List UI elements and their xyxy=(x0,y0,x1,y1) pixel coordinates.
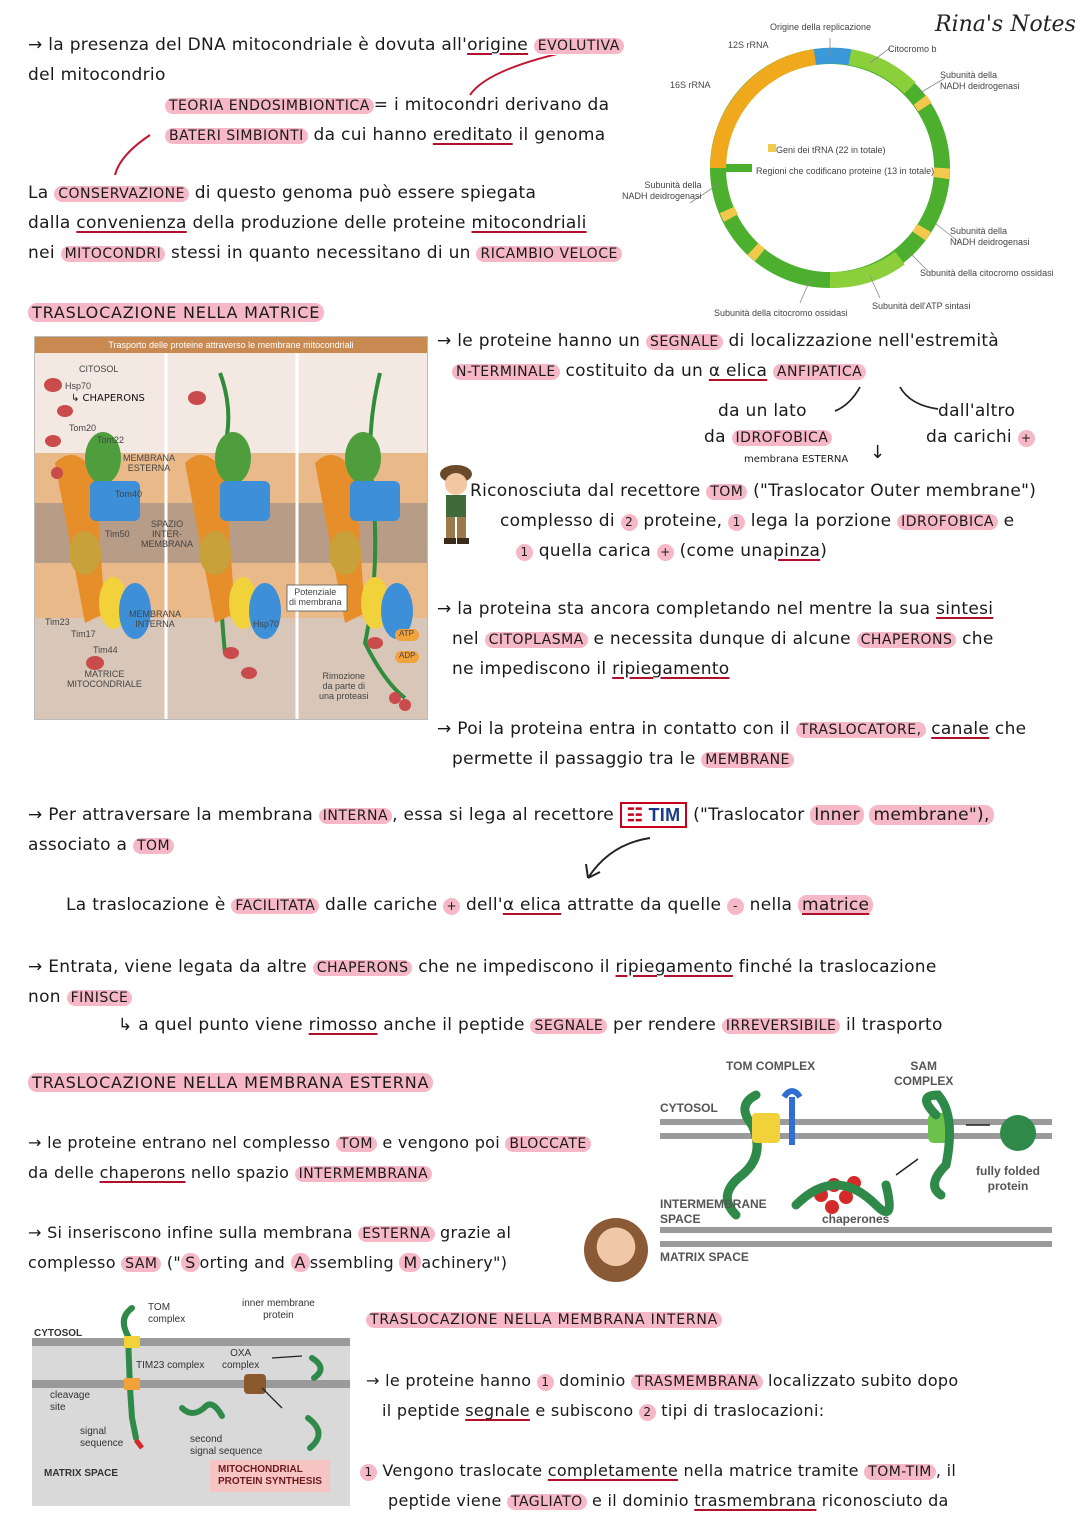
term-cytoplasm: CITOPLASMA xyxy=(485,632,588,648)
sam-complex-figure xyxy=(656,1055,1056,1270)
label-cytosol: CYTOSOL xyxy=(660,1101,718,1115)
sec2-text: La traslocazione è xyxy=(66,895,226,915)
label-membrane-potential: Potenziale di membrana xyxy=(289,587,342,607)
term-membrane-en: membrane"), xyxy=(869,805,993,825)
label-nadh-subunit-right: Subunità della NADH deidrogenasi xyxy=(950,226,1030,247)
label-protease-removal: Rimozione da parte di una proteasi xyxy=(319,671,369,701)
initial-m: M xyxy=(399,1253,421,1272)
sec1-line-7 xyxy=(452,624,994,655)
sec1-text: ("Traslocator Outer membrane") xyxy=(753,481,1037,501)
sec4-text: il peptide xyxy=(382,1401,460,1420)
sec1-text: e necessita dunque di alcune xyxy=(593,629,851,649)
intro-line-2: del mitocondrio xyxy=(28,65,166,85)
label-12s-rrna: 12S rRNA xyxy=(728,40,769,50)
term-facilitated: FACILITATA xyxy=(231,898,319,914)
sec1-text: da carichi xyxy=(926,427,1012,447)
sec2-line-5 xyxy=(28,982,132,1013)
term-transmembrane: TRASMEMBRANA xyxy=(631,1374,763,1390)
sec2-text: nella xyxy=(749,895,793,915)
sec3-text: orting and xyxy=(199,1253,286,1272)
label-signal-sequence: signal sequence xyxy=(80,1426,124,1449)
down-arrow-icon: ↓ xyxy=(870,442,886,463)
sec4-line-1 xyxy=(366,1366,958,1397)
minus-charge: - xyxy=(727,898,744,915)
sec3-text: da delle xyxy=(28,1163,95,1182)
sec1-text: lega la porzione xyxy=(750,511,892,531)
label-nadh-subunit-top: Subunità della NADH deidrogenasi xyxy=(940,70,1020,91)
term-channel: canale xyxy=(931,719,990,739)
sec2-text: anche il peptide xyxy=(383,1015,525,1035)
label-mito-protein-synthesis: MITOCHONDRIAL PROTEIN SYNTHESIS xyxy=(218,1464,322,1487)
import-figure-header: Trasporto delle proteine attraverso le membrane mitocondriali xyxy=(35,337,427,353)
sec1-text: → la proteina sta ancora completando nel mentre la sua xyxy=(437,599,931,619)
label-sam-complex: SAM COMPLEX xyxy=(894,1059,954,1088)
label-matrix-space: MATRIX SPACE xyxy=(44,1468,119,1479)
term-synthesis: sintesi xyxy=(936,599,994,619)
initial-s: S xyxy=(181,1253,199,1272)
sec1-text: costituito da un xyxy=(565,361,704,381)
label-oxa-complex: OXA complex xyxy=(222,1348,260,1371)
sec2-line-4 xyxy=(28,952,937,983)
intro-text: = i mitocondri derivano da xyxy=(373,95,610,115)
intro-text: il genoma xyxy=(518,125,606,145)
term-alpha-helix: α elica xyxy=(502,895,562,915)
term-folding: ripiegamento xyxy=(612,659,730,679)
sec1-text: e xyxy=(1003,511,1015,531)
term-blocked: BLOCCATE xyxy=(505,1136,590,1152)
intro-line-7 xyxy=(28,238,622,269)
term-removed: rimosso xyxy=(308,1015,378,1035)
label-tim17: Tim17 xyxy=(71,629,96,639)
sec1-text: che xyxy=(994,719,1027,739)
term-mitochondrial: mitocondriali xyxy=(471,213,587,233)
term-inherited: ereditato xyxy=(432,125,513,145)
label-cox-subunit-right: Subunità della citocromo ossidasi xyxy=(920,268,1054,278)
term-n-terminal: N-TERMINALE xyxy=(452,364,560,380)
intro-text: di questo genoma può essere spiegata xyxy=(194,183,537,203)
label-matrix-space: MATRIX SPACE xyxy=(660,1250,749,1264)
section-title-outer-membrane xyxy=(28,1068,433,1098)
term-completely: completamente xyxy=(547,1461,679,1480)
sec3-text: nello spazio xyxy=(190,1163,290,1182)
sec1-text: Riconosciuta dal recettore xyxy=(470,481,701,501)
legend-trna-genes: Geni dei tRNA (22 in totale) xyxy=(776,145,886,155)
sec1-line-1 xyxy=(437,326,999,357)
sec1-text: → le proteine hanno un xyxy=(437,331,641,351)
intro-text: stessi in quanto necessitano di un xyxy=(170,243,471,263)
sec4-text: e subiscono xyxy=(535,1401,634,1420)
plus-charge: + xyxy=(443,898,460,915)
label-second-signal: second signal sequence xyxy=(190,1434,263,1457)
sec3-line-2 xyxy=(28,1158,432,1189)
intro-text: della produzione delle proteine xyxy=(192,213,466,233)
term-tom: TOM xyxy=(706,484,747,500)
sec2-text: dell' xyxy=(465,895,503,915)
sec1-line-2 xyxy=(452,356,866,387)
term-amphipathic: ANFIPATICA xyxy=(773,364,866,380)
number-badge: 2 xyxy=(621,514,638,531)
sec2-text: non xyxy=(28,987,61,1007)
term-inner-en: Inner xyxy=(810,805,864,825)
sec1-text: proteine, xyxy=(643,511,723,531)
sec1-text: permette il passaggio tra le xyxy=(452,749,696,769)
term-inner: INTERNA xyxy=(319,808,392,824)
sec4-text: localizzato subito dopo xyxy=(767,1371,959,1390)
brand-title: Rina's Notes xyxy=(935,12,1076,37)
label-outer-membrane: MEMBRANA ESTERNA xyxy=(123,453,176,473)
sec1-text: che xyxy=(962,629,994,649)
number-badge: 1 xyxy=(728,514,745,531)
sec1-text: → Poi la proteina entra in contatto con il xyxy=(437,719,790,739)
side-one-hydrophobic xyxy=(704,422,832,453)
sam-figure-drawing xyxy=(656,1055,1056,1270)
sec1-text: da xyxy=(704,427,726,447)
label-tom40: Tom40 xyxy=(115,489,143,499)
label-citosol: CITOSOL xyxy=(79,364,119,374)
section-title-inner-text: TRASLOCAZIONE NELLA MEMBRANA INTERNA xyxy=(366,1312,722,1328)
label-tim23-complex: TIM23 complex xyxy=(136,1360,205,1371)
sec2-text: ("Traslocator xyxy=(693,805,805,825)
term-hydrophobic: IDROFOBICA xyxy=(897,514,998,530)
sec2-text: associato a xyxy=(28,835,128,855)
label-cytosol: CYTOSOL xyxy=(34,1328,83,1339)
sec1-text: complesso di xyxy=(500,511,615,531)
sec3-text: (" xyxy=(166,1253,182,1272)
term-cut: TAGLIATO xyxy=(507,1494,587,1510)
avatar xyxy=(584,1218,648,1282)
sec3-text: grazie al xyxy=(440,1223,512,1242)
plus-charge: + xyxy=(657,544,674,561)
term-folding: ripiegamento xyxy=(615,957,733,977)
label-tim23: Tim23 xyxy=(45,617,70,627)
sec1-line-9 xyxy=(437,714,1026,745)
label-intermembrane-space: INTERMEMBRANE SPACE xyxy=(660,1197,767,1226)
sec3-text: → le proteine entrano nel complesso xyxy=(28,1133,331,1152)
term-tom-tim: TOM-TIM xyxy=(864,1464,936,1480)
sec4-text: , il xyxy=(935,1461,957,1480)
term-mitochondria: MITOCONDRI xyxy=(61,246,166,262)
sec4-text: tipi di traslocazioni: xyxy=(661,1401,825,1420)
label-atp-synthase: Subunità dell'ATP sintasi xyxy=(872,301,971,311)
sec4-line-4 xyxy=(388,1486,949,1517)
intro-line-6 xyxy=(28,208,587,238)
label-cox-subunit-bottom: Subunità della citocromo ossidasi xyxy=(714,308,848,318)
label-hsp70: Hsp70 xyxy=(65,381,92,391)
term-translocator: TRASLOCATORE, xyxy=(796,722,926,738)
sec1-line-5 xyxy=(516,536,827,566)
number-badge: 2 xyxy=(639,1404,656,1421)
label-chaperons-annotation: ↳ CHAPERONS xyxy=(71,393,145,404)
term-signal-peptide: segnale xyxy=(465,1401,530,1420)
label-tim50: Tim50 xyxy=(105,529,130,539)
label-adp: ADP xyxy=(399,651,416,660)
import-figure-drawing xyxy=(35,353,427,719)
intro-text: La xyxy=(28,183,49,203)
label-tim44: Tim44 xyxy=(93,645,118,655)
sec3-text: e vengono poi xyxy=(382,1133,500,1152)
mito-import-figure xyxy=(34,336,428,720)
sec2-text: dalle cariche xyxy=(325,895,438,915)
intro-term-evolutiva: EVOLUTIVA xyxy=(534,38,624,54)
label-tom-complex: TOM complex xyxy=(148,1302,186,1325)
sec3-text: achinery") xyxy=(421,1253,508,1272)
sec4-line-2 xyxy=(382,1396,824,1426)
sec2-text: finché la traslocazione xyxy=(738,957,937,977)
sec4-text: → le proteine hanno xyxy=(366,1371,532,1390)
side-other-charged xyxy=(926,422,1035,452)
side-one-label: da un lato xyxy=(718,401,807,421)
term-signal: SEGNALE xyxy=(646,334,723,350)
sec1-text: ) xyxy=(820,541,828,561)
term-symbiotic-bacteria: BATERI SIMBIONTI xyxy=(165,128,308,144)
initial-a: A xyxy=(291,1253,310,1272)
section-title-matrix xyxy=(28,298,324,328)
intro-term-origin: origine xyxy=(467,35,529,55)
sec1-text: quella carica xyxy=(538,541,652,561)
sec3-line-1 xyxy=(28,1128,591,1159)
term-chaperons: chaperons xyxy=(99,1163,186,1182)
term-irreversible: IRREVERSIBILE xyxy=(722,1018,840,1034)
branch-arrows xyxy=(830,385,950,415)
term-finishes: FINISCE xyxy=(67,990,133,1006)
intro-text: → la presenza del DNA mitocondriale è dovuta all' xyxy=(28,35,468,55)
term-tom: TOM xyxy=(336,1136,377,1152)
sec2-line-1 xyxy=(28,800,994,831)
term-chaperons: CHAPERONS xyxy=(857,632,957,648)
term-endosymbiotic-theory: TEORIA ENDOSIMBIONTICA xyxy=(165,98,374,114)
sec1-text: nel xyxy=(452,629,479,649)
sec1-text: (come una xyxy=(679,541,774,561)
sec2-text: ↳ a quel punto viene xyxy=(118,1015,303,1035)
sec1-text: di localizzazione nell'estremità xyxy=(728,331,1000,351)
section-title-outer-text: TRASLOCAZIONE NELLA MEMBRANA ESTERNA xyxy=(28,1073,433,1092)
label-intermembrane-space: SPAZIO INTER- MEMBRANA xyxy=(141,519,194,549)
label-nadh-subunit-left: Subunità della NADH deidrogenasi xyxy=(622,180,702,201)
side-other-label: dall'altro xyxy=(938,401,1016,421)
label-chaperones: chaperones xyxy=(822,1212,890,1226)
term-matrix: matrice xyxy=(798,895,873,915)
sec2-line-3 xyxy=(66,890,873,921)
number-badge: 1 xyxy=(537,1374,554,1391)
sec4-text: Vengono traslocate xyxy=(382,1461,543,1480)
term-membranes: MEMBRANE xyxy=(701,752,794,768)
sec4-text: nella matrice tramite xyxy=(683,1461,859,1480)
sec1-line-10 xyxy=(452,744,794,775)
section-title-matrix-text: TRASLOCAZIONE NELLA MATRICE xyxy=(28,303,324,322)
intro-text: dalla xyxy=(28,213,71,233)
term-convenience: convenienza xyxy=(76,213,187,233)
number-badge: 1 xyxy=(516,544,533,561)
intro-text: da cui hanno xyxy=(313,125,428,145)
term-alpha-helix: α elica xyxy=(708,361,768,381)
term-clamp: pinza xyxy=(773,541,821,561)
label-inner-membrane-protein: inner membrane protein xyxy=(242,1298,315,1321)
sec4-text: riconosciuto da xyxy=(821,1491,949,1510)
sec3-line-4 xyxy=(28,1248,507,1279)
term-intermembrane: INTERMEMBRANA xyxy=(295,1166,433,1182)
sec2-text: , essa si lega al recettore xyxy=(392,805,614,825)
number-badge: 1 xyxy=(360,1464,377,1481)
label-mito-matrix: MATRICE MITOCONDRIALE xyxy=(67,669,142,689)
label-atp: ATP xyxy=(399,629,414,638)
sec2-text: → Per attraversare la membrana xyxy=(28,805,314,825)
curved-arrow xyxy=(580,834,660,884)
sec4-text: e il dominio xyxy=(592,1491,689,1510)
label-tom20: Tom20 xyxy=(69,423,97,433)
sec4-text: dominio xyxy=(559,1371,626,1390)
sec4-text: peptide viene xyxy=(388,1491,502,1510)
label-cleavage-site: cleavage site xyxy=(50,1390,91,1413)
term-chaperons: CHAPERONS xyxy=(313,960,413,976)
sec2-text: il trasporto xyxy=(846,1015,943,1035)
label-tom-complex: TOM COMPLEX xyxy=(726,1059,816,1073)
outer-membrane-note: membrana ESTERNA xyxy=(744,454,849,465)
intro-arrows xyxy=(90,55,610,185)
sec2-text: → Entrata, viene legata da altre xyxy=(28,957,307,977)
term-sam: SAM xyxy=(121,1256,161,1272)
term-fast-turnover: RICAMBIO VELOCE xyxy=(476,246,621,262)
tim-oxa-figure xyxy=(32,1298,350,1506)
sec2-text: che ne impediscono il xyxy=(418,957,610,977)
label-hsp70-matrix: Hsp70 xyxy=(253,619,280,629)
sec3-text: → Si inseriscono infine sulla membrana xyxy=(28,1223,353,1242)
sec1-line-8 xyxy=(452,654,730,684)
term-conservation: CONSERVAZIONE xyxy=(54,186,189,202)
label-replication-origin: Origine della replicazione xyxy=(770,22,872,32)
sec1-line-3 xyxy=(470,476,1036,507)
tim-logo-text: TIM xyxy=(648,805,681,825)
sec1-text: ne impediscono il xyxy=(452,659,607,679)
label-tom22: Tom22 xyxy=(97,435,125,445)
sec4-line-3 xyxy=(360,1456,956,1487)
sec1-line-4 xyxy=(500,506,1014,537)
label-fully-folded: fully folded protein xyxy=(976,1164,1040,1193)
sec2-line-6 xyxy=(118,1010,943,1041)
plus-charge: + xyxy=(1018,430,1035,447)
sec3-text: ssembling xyxy=(309,1253,394,1272)
term-tom: TOM xyxy=(133,838,174,854)
sec2-text: attratte da quelle xyxy=(566,895,722,915)
term-hydrophobic: IDROFOBICA xyxy=(732,430,833,446)
sec1-line-6 xyxy=(437,594,993,624)
term-transmembrane-domain: trasmembrana xyxy=(694,1491,817,1510)
sec2-line-2 xyxy=(28,830,174,861)
sec2-text: per rendere xyxy=(612,1015,717,1035)
legend-protein-coding: Regioni che codificano proteine (13 in totale) xyxy=(756,166,935,176)
tim-logo: ☷ TIM xyxy=(620,802,688,828)
label-cytochrome-b: Citocromo b xyxy=(888,44,937,54)
label-inner-membrane: MEMBRANA INTERNA xyxy=(129,609,182,629)
sec3-text: complesso xyxy=(28,1253,116,1272)
section-title-inner-membrane xyxy=(366,1305,722,1335)
term-signal: SEGNALE xyxy=(530,1018,607,1034)
intro-text: nei xyxy=(28,243,55,263)
sec3-line-3 xyxy=(28,1218,511,1249)
term-outer: ESTERNA xyxy=(358,1226,434,1242)
label-16s-rrna: 16S rRNA xyxy=(670,80,711,90)
